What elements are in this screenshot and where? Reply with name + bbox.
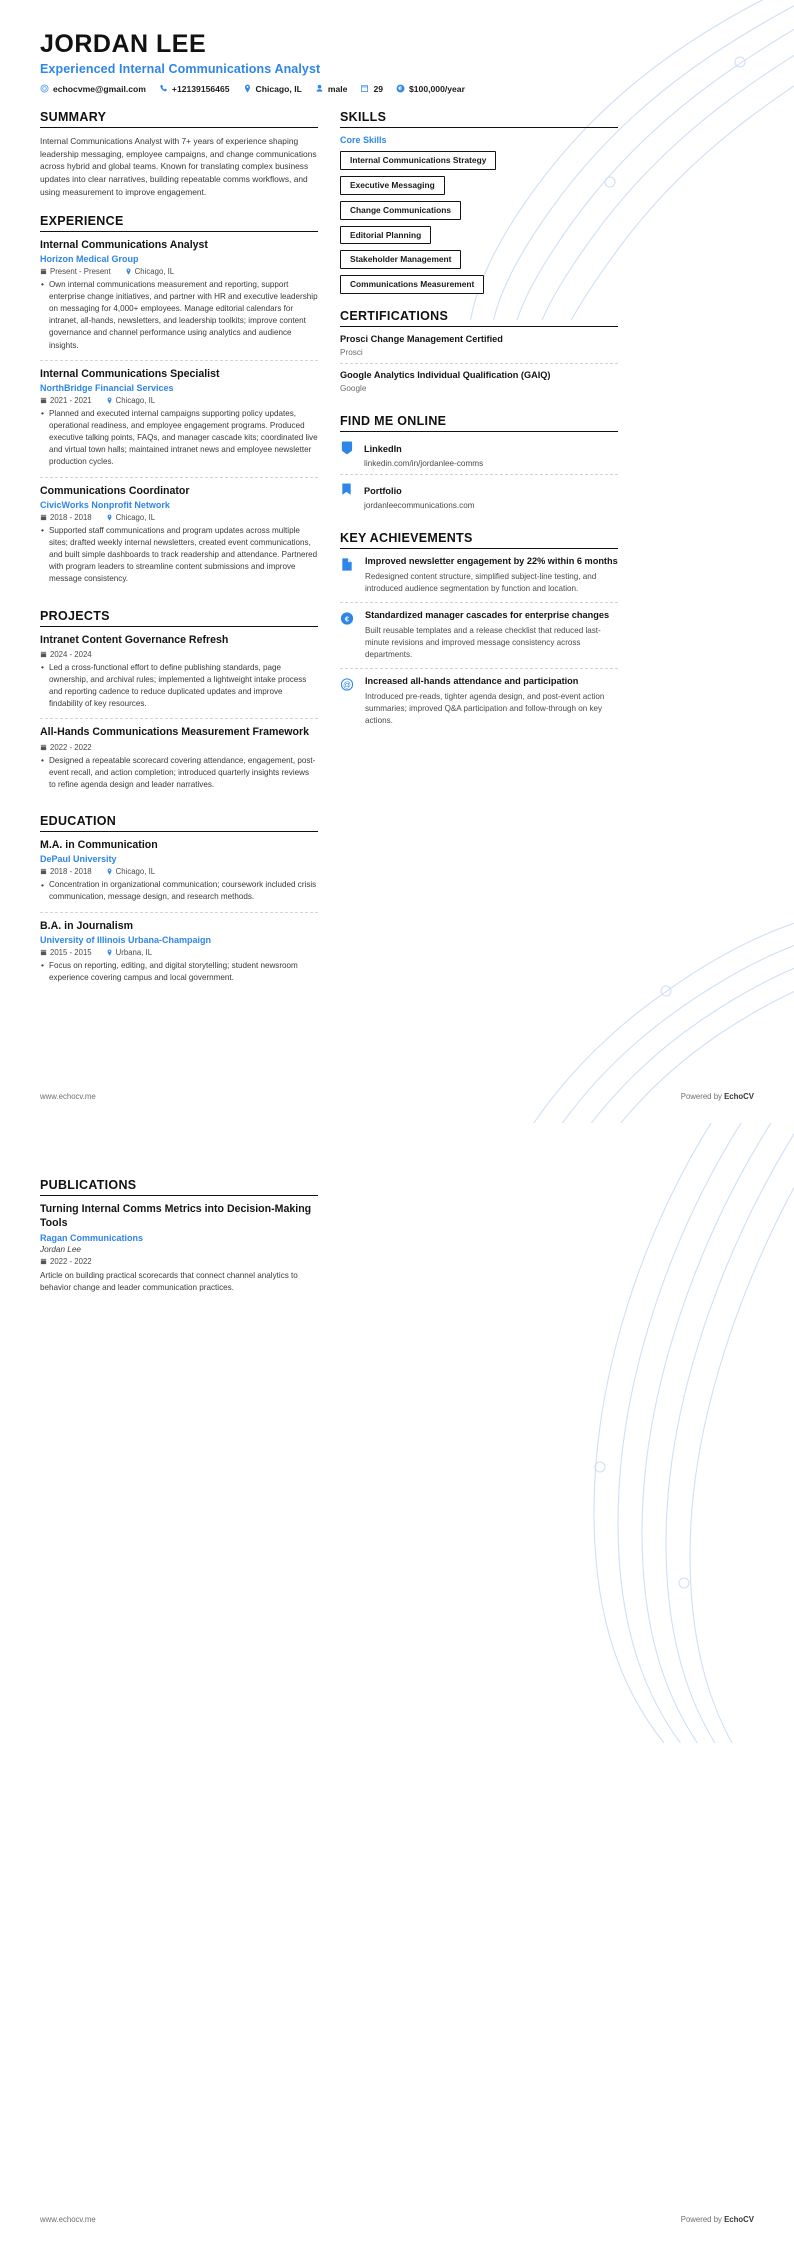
calendar-icon bbox=[40, 949, 47, 956]
experience-dates: Present - Present bbox=[40, 267, 111, 276]
contact-row bbox=[40, 84, 754, 94]
education-location: Chicago, IL bbox=[106, 867, 155, 876]
page-title: JORDAN LEE bbox=[40, 30, 207, 58]
achievement-item bbox=[340, 610, 618, 669]
footer-site[interactable]: www.echocv.me bbox=[40, 1092, 96, 1101]
project-meta bbox=[40, 650, 318, 659]
calendar-icon bbox=[360, 84, 369, 93]
education-degree: M.A. in Communication bbox=[40, 838, 158, 851]
education-school[interactable]: DePaul University bbox=[40, 854, 117, 865]
bullet: • Designed a repeatable scorecard covering attendance, engagement, post-event recall, and action completion; introduced quarterly insights reviews to refine agenda design and leader narratives. bbox=[40, 755, 318, 791]
project-dates: 2024 - 2024 bbox=[40, 650, 92, 659]
email-icon bbox=[40, 84, 49, 93]
skill-pill: Change Communications bbox=[340, 201, 461, 220]
contact-gender bbox=[315, 84, 348, 94]
experience-heading: EXPERIENCE bbox=[40, 214, 318, 232]
education-dates: 2018 - 2018 bbox=[40, 867, 92, 876]
calendar-icon bbox=[40, 868, 47, 875]
linkedin-icon bbox=[340, 439, 355, 455]
person-icon bbox=[315, 84, 324, 93]
experience-location: Chicago, IL bbox=[106, 513, 155, 522]
contact-location-value: Chicago, IL bbox=[255, 83, 302, 94]
skill-pill: Executive Messaging bbox=[340, 176, 445, 195]
location-icon bbox=[106, 949, 113, 956]
project-dates: 2022 - 2022 bbox=[40, 743, 92, 752]
experience-bullets bbox=[40, 525, 318, 586]
online-link-label: LinkedIn bbox=[364, 444, 402, 455]
experience-bullets bbox=[40, 279, 318, 352]
experience-org[interactable]: Horizon Medical Group bbox=[40, 253, 139, 264]
project-name: All-Hands Communications Measurement Framework bbox=[40, 726, 310, 739]
experience-dates: 2021 - 2021 bbox=[40, 396, 92, 405]
location-icon bbox=[106, 868, 113, 875]
education-location: Urbana, IL bbox=[106, 948, 152, 957]
education-bullets bbox=[40, 960, 318, 984]
phone-icon bbox=[159, 84, 168, 93]
project-entry bbox=[40, 634, 318, 720]
publication-name: Turning Internal Comms Metrics into Decision-Making Tools bbox=[40, 1203, 312, 1229]
contact-salary-value: $100,000/year bbox=[409, 83, 465, 94]
certifications-heading: CERTIFICATIONS bbox=[340, 309, 618, 327]
online-link-url[interactable]: jordanleecommunications.com bbox=[364, 501, 475, 511]
publication-author: Jordan Lee bbox=[40, 1245, 81, 1255]
calendar-icon bbox=[40, 651, 47, 658]
bullet: • Own internal communications measurement and reporting, support enterprise change initiatives, and partner with HR and executive leadership on messaging for 4,000+ employees. Manage editorial calendars for intranet, all-hands, newsletters, and leadership toolkits; improve content governance and channel performance using analytics and audience insights. bbox=[40, 279, 318, 352]
online-link-label: Portfolio bbox=[364, 486, 402, 497]
contact-salary bbox=[396, 84, 465, 94]
publications-heading: PUBLICATIONS bbox=[40, 1178, 318, 1196]
education-heading: EDUCATION bbox=[40, 814, 318, 832]
experience-entry bbox=[40, 368, 318, 478]
achievement-title: Standardized manager cascades for enterprise changes bbox=[365, 610, 610, 621]
certification-item bbox=[340, 370, 618, 399]
skill-pill: Editorial Planning bbox=[340, 226, 431, 245]
achievement-item bbox=[340, 556, 618, 603]
footer-brand: EchoCV bbox=[724, 1092, 754, 1101]
euro-icon bbox=[340, 610, 356, 626]
projects-heading: PROJECTS bbox=[40, 609, 318, 627]
experience-meta bbox=[40, 267, 318, 276]
summary-heading: SUMMARY bbox=[40, 110, 318, 128]
skills-heading: SKILLS bbox=[340, 110, 618, 128]
contact-phone-value: +12139156465 bbox=[171, 83, 230, 94]
calendar-icon bbox=[40, 1258, 47, 1265]
footer-powered-by bbox=[681, 1092, 754, 1101]
project-name: Intranet Content Governance Refresh bbox=[40, 633, 229, 646]
bullet: • Focus on reporting, editing, and digital storytelling; student newsroom experience covering campus and local government. bbox=[40, 960, 318, 984]
experience-entry bbox=[40, 239, 318, 361]
page-footer bbox=[40, 2215, 754, 2224]
skills-group-label: Core Skills bbox=[340, 134, 387, 145]
certification-issuer: Prosci bbox=[340, 348, 363, 358]
achievement-desc: Introduced pre-reads, tighter agenda design, and post-event action summaries; improved Q&A participation and follow-through on key actions. bbox=[365, 692, 605, 726]
bullet: • Planned and executed internal campaigns supporting policy updates, operational readiness, and employee engagement programs. Produced executive talking points, FAQs, and manager cascade kits; coordinated live and virtual town halls; maintained intranet news and employee newsletter production cycles. bbox=[40, 408, 318, 469]
footer-site[interactable]: www.echocv.me bbox=[40, 2215, 96, 2224]
experience-meta bbox=[40, 396, 318, 405]
contact-location bbox=[243, 84, 302, 94]
resume-page-2 bbox=[0, 1123, 794, 2246]
bullet: • Supported staff communications and program updates across multiple sites; drafted weekly internal newsletters, created event communications, and built simple dashboards to track readership and attendance. Partnered with program leaders to streamline content submissions and improve message consistency. bbox=[40, 525, 318, 586]
education-entry bbox=[40, 920, 318, 993]
find-me-online-heading: FIND ME ONLINE bbox=[340, 414, 618, 432]
bullet: • Led a cross-functional effort to define publishing standards, page ownership, and archival rules; implemented a lightweight intake process and reporting cadence to reduce duplicated updates and improve findability of key resources. bbox=[40, 662, 318, 711]
page-footer bbox=[40, 1092, 754, 1101]
bullet: • Concentration in organizational communication; coursework included crisis communication, message design, and research methods. bbox=[40, 879, 318, 903]
svg-text:@: @ bbox=[343, 680, 351, 690]
achievement-title: Improved newsletter engagement by 22% within 6 months bbox=[365, 556, 618, 567]
resume-body bbox=[40, 110, 754, 1007]
footer-brand: EchoCV bbox=[724, 2215, 754, 2224]
publication-meta bbox=[40, 1257, 318, 1266]
contact-phone[interactable] bbox=[159, 84, 230, 94]
project-bullets bbox=[40, 662, 318, 711]
calendar-icon bbox=[40, 514, 47, 521]
online-link-url[interactable]: linkedin.com/in/jordanlee-comms bbox=[364, 459, 484, 469]
experience-org[interactable]: NorthBridge Financial Services bbox=[40, 382, 174, 393]
section-key-achievements bbox=[340, 531, 618, 734]
contact-email[interactable] bbox=[40, 84, 146, 94]
project-entry bbox=[40, 726, 318, 799]
section-projects bbox=[40, 609, 318, 799]
experience-location: Chicago, IL bbox=[106, 396, 155, 405]
experience-location: Chicago, IL bbox=[125, 267, 174, 276]
experience-org[interactable]: CivicWorks Nonprofit Network bbox=[40, 499, 170, 510]
achievement-item bbox=[340, 676, 618, 734]
document-icon bbox=[340, 556, 356, 572]
certification-name: Prosci Change Management Certified bbox=[340, 334, 503, 345]
publication-dates: 2022 - 2022 bbox=[40, 1257, 92, 1266]
education-entry bbox=[40, 839, 318, 913]
education-school[interactable]: University of Illinois Urbana-Champaign bbox=[40, 934, 212, 945]
achievement-title: Increased all-hands attendance and participation bbox=[365, 676, 579, 687]
section-experience bbox=[40, 214, 318, 594]
experience-dates: 2018 - 2018 bbox=[40, 513, 92, 522]
key-achievements-heading: KEY ACHIEVEMENTS bbox=[340, 531, 618, 549]
certification-item bbox=[340, 334, 618, 364]
salary-icon bbox=[396, 84, 405, 93]
publication-publisher[interactable]: Ragan Communications bbox=[40, 1233, 144, 1244]
right-column bbox=[340, 110, 618, 1007]
headline: Experienced Internal Communications Analyst bbox=[40, 61, 321, 76]
education-meta bbox=[40, 948, 318, 957]
calendar-icon bbox=[40, 268, 47, 275]
education-dates: 2015 - 2015 bbox=[40, 948, 92, 957]
contact-age bbox=[360, 84, 383, 94]
footer-powered-prefix: Powered by bbox=[680, 1092, 725, 1101]
section-summary bbox=[40, 110, 318, 199]
skill-list bbox=[340, 151, 618, 295]
certification-issuer: Google bbox=[340, 384, 367, 394]
achievement-desc: Redesigned content structure, simplified subject-line testing, and introduced audience segmentation by function and location. bbox=[365, 571, 597, 594]
education-degree: B.A. in Journalism bbox=[40, 919, 134, 932]
section-certifications bbox=[340, 309, 618, 399]
experience-role: Internal Communications Specialist bbox=[40, 367, 220, 380]
left-column bbox=[40, 110, 318, 1007]
publication-desc: Article on building practical scorecards that connect channel analytics to behavior change and leader communication practices. bbox=[40, 1271, 298, 1293]
section-publications bbox=[40, 1178, 318, 1301]
experience-role: Communications Coordinator bbox=[40, 484, 190, 497]
at-icon bbox=[340, 676, 356, 692]
project-meta bbox=[40, 743, 318, 752]
resume-header bbox=[40, 30, 754, 94]
online-link-item[interactable] bbox=[340, 439, 618, 475]
footer-powered-prefix: Powered by bbox=[680, 2215, 725, 2224]
summary-text: Internal Communications Analyst with 7+ years of experience shaping leadership messaging, employee campaigns, and change communications across hybrid and global teams. Known for translating complex business updates into clear narratives, building repeatable comms workflows, and using measurement to improve engagement. bbox=[40, 135, 317, 197]
bookmark-icon bbox=[340, 481, 355, 497]
calendar-icon bbox=[40, 744, 47, 751]
achievement-desc: Built reusable templates and a release checklist that reduced last-minute revisions and improved message consistency across departments. bbox=[365, 626, 601, 660]
section-find-me-online bbox=[340, 414, 618, 516]
location-icon bbox=[243, 84, 252, 93]
experience-meta bbox=[40, 513, 318, 522]
publication-item bbox=[40, 1203, 318, 1301]
calendar-icon bbox=[40, 397, 47, 404]
skill-pill: Stakeholder Management bbox=[340, 250, 461, 269]
location-icon bbox=[125, 268, 132, 275]
experience-entry bbox=[40, 485, 318, 594]
skill-pill: Internal Communications Strategy bbox=[340, 151, 496, 170]
online-link-item[interactable] bbox=[340, 481, 618, 516]
location-icon bbox=[106, 397, 113, 404]
project-bullets bbox=[40, 755, 318, 791]
location-icon bbox=[106, 514, 113, 521]
section-skills bbox=[340, 110, 618, 295]
education-meta bbox=[40, 867, 318, 876]
experience-bullets bbox=[40, 408, 318, 469]
certification-name: Google Analytics Individual Qualification (GAIQ) bbox=[340, 370, 551, 381]
footer-powered-by bbox=[681, 2215, 754, 2224]
contact-age-value: 29 bbox=[373, 83, 383, 94]
education-bullets bbox=[40, 879, 318, 903]
contact-gender-value: male bbox=[327, 83, 348, 94]
section-education bbox=[40, 814, 318, 992]
experience-role: Internal Communications Analyst bbox=[40, 238, 208, 251]
svg-text:€: € bbox=[344, 614, 350, 624]
contact-email-value: echocvme@gmail.com bbox=[53, 83, 146, 94]
skill-pill: Communications Measurement bbox=[340, 275, 484, 294]
